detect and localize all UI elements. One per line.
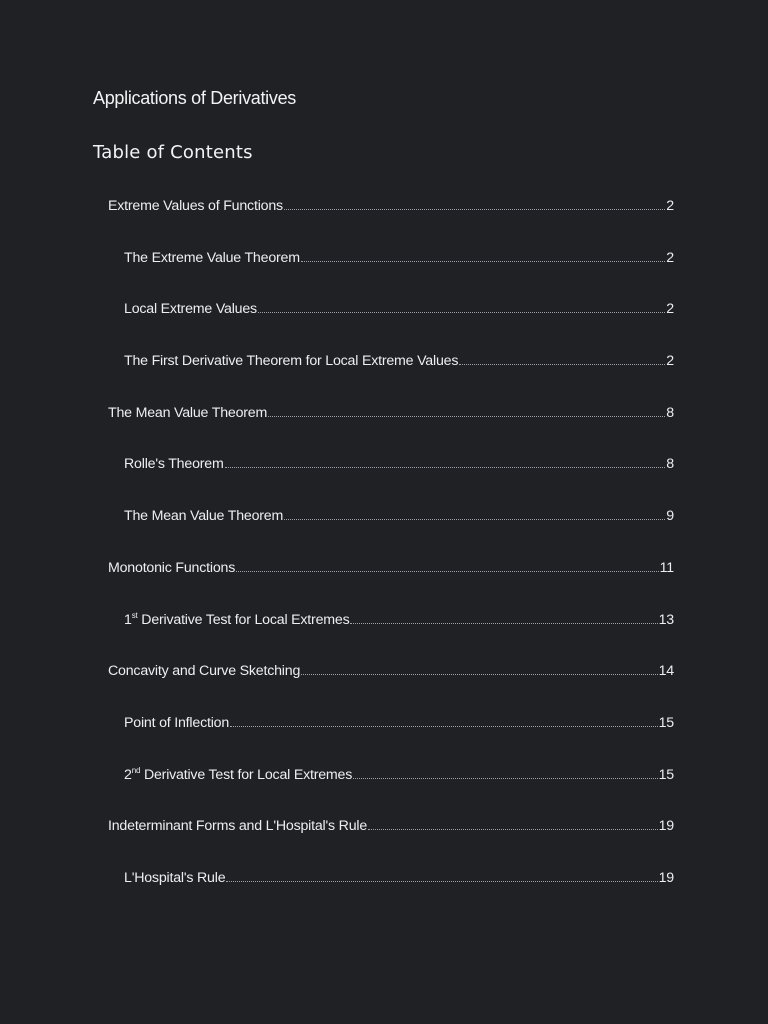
- toc-entry-title: [124, 765, 352, 785]
- toc-entry-title: Indeterminant Forms and L'Hospital's Rule: [108, 818, 368, 835]
- toc-entry-title: The Extreme Value Theorem: [124, 249, 300, 266]
- toc-page-number: 15: [658, 766, 674, 783]
- toc-page-number: 2: [666, 198, 674, 214]
- toc-dot-leader: [301, 260, 665, 262]
- toc-page-number: 2: [666, 353, 674, 370]
- toc-dot-leader: [258, 311, 665, 313]
- toc-page-number: 14: [658, 663, 674, 680]
- toc-entry-line: [124, 248, 674, 268]
- toc-entry-line: [124, 610, 674, 630]
- toc-page-number: 8: [666, 456, 674, 473]
- toc-entry[interactable]: [0, 816, 768, 868]
- toc-dot-leader: [268, 415, 665, 417]
- toc-entry-line: [124, 454, 674, 474]
- toc-entry-line: [124, 868, 674, 888]
- toc-entry-title-text: Derivative Test for Local Extremes: [137, 611, 350, 628]
- toc-entry[interactable]: [0, 610, 768, 662]
- toc-entry[interactable]: [0, 661, 768, 713]
- toc-entry-title: Rolle's Theorem: [124, 456, 224, 473]
- toc-dot-leader: [350, 622, 657, 624]
- toc-entry-ordinal-suffix: st: [131, 610, 138, 620]
- toc-entry[interactable]: [0, 868, 768, 920]
- toc-page-number: 2: [666, 301, 674, 318]
- toc-entry-title: The First Derivative Theorem for Local Extreme Values: [124, 353, 459, 370]
- toc-entry[interactable]: [0, 196, 768, 248]
- toc-entry-title: Local Extreme Values: [124, 301, 257, 318]
- toc-entry-line: [124, 351, 674, 371]
- toc-page-number: 9: [666, 508, 674, 525]
- toc-entry-line: [124, 299, 674, 319]
- toc-page-number: 19: [658, 818, 674, 835]
- toc-entry-line: [108, 196, 674, 216]
- toc-entry[interactable]: [0, 299, 768, 351]
- toc-dot-leader: [459, 363, 665, 365]
- toc-dot-leader: [284, 518, 665, 520]
- toc-entry-title: L'Hospital's Rule: [124, 869, 226, 886]
- toc-dot-leader: [301, 673, 657, 675]
- toc-dot-leader: [225, 466, 666, 468]
- toc-entry-line: [108, 558, 674, 578]
- document-title: Applications of Derivatives: [93, 88, 296, 108]
- toc-entry-title: The Mean Value Theorem: [124, 508, 284, 525]
- toc-entry[interactable]: [0, 403, 768, 455]
- toc-entry-title-text: Derivative Test for Local Extremes: [140, 766, 353, 783]
- toc-entry-title: [124, 610, 349, 630]
- toc-page-number: 2: [666, 249, 674, 266]
- toc-page-number: 15: [658, 714, 674, 731]
- toc-entry-title: The Mean Value Theorem: [108, 404, 268, 421]
- toc-page-number: 8: [666, 404, 674, 421]
- toc-entry[interactable]: [0, 713, 768, 765]
- toc-entry[interactable]: [0, 765, 768, 817]
- toc-entry-title: Point of Inflection: [124, 714, 230, 731]
- toc-dot-leader: [226, 880, 657, 882]
- toc-entry-line: [124, 765, 674, 785]
- toc-entry-line: [124, 713, 674, 733]
- toc-entry[interactable]: [0, 454, 768, 506]
- toc-entry-ordinal: 2: [124, 766, 132, 783]
- toc-entry-line: [108, 816, 674, 836]
- table-of-contents: [0, 196, 768, 920]
- toc-page-number: 11: [659, 559, 674, 576]
- toc-heading: Table of Contents: [93, 142, 253, 163]
- toc-entry-line: [108, 661, 674, 681]
- toc-page-number: 13: [658, 611, 674, 628]
- toc-entry-title: Monotonic Functions: [108, 559, 236, 576]
- toc-entry[interactable]: [0, 506, 768, 558]
- toc-entry[interactable]: [0, 558, 768, 610]
- toc-dot-leader: [230, 725, 658, 727]
- toc-dot-leader: [353, 777, 657, 779]
- toc-dot-leader: [236, 570, 659, 572]
- toc-page-number: 19: [658, 869, 674, 886]
- toc-entry-ordinal: 1: [124, 611, 132, 628]
- toc-entry-line: [124, 506, 674, 526]
- toc-entry[interactable]: [0, 248, 768, 300]
- toc-entry[interactable]: [0, 351, 768, 403]
- toc-entry-title: Extreme Values of Functions: [108, 198, 283, 214]
- toc-entry-title: Concavity and Curve Sketching: [108, 663, 301, 680]
- toc-dot-leader: [368, 828, 658, 830]
- toc-dot-leader: [284, 208, 665, 210]
- toc-entry-line: [108, 403, 674, 423]
- toc-entry-ordinal-suffix: nd: [131, 765, 141, 775]
